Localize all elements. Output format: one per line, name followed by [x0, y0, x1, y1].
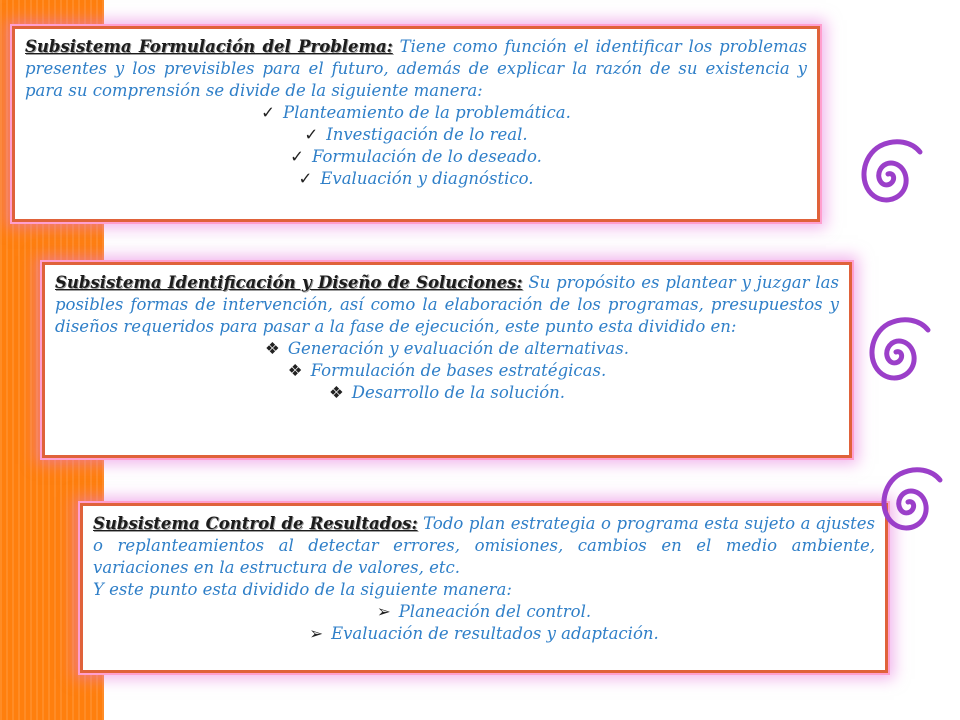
list-item: ❖ Desarrollo de la solución. — [328, 383, 566, 402]
section-card-formulacion — [12, 26, 820, 222]
arrowhead-bullet-icon: ➢ — [376, 602, 391, 621]
section-heading: Subsistema Control de Resultados: — [93, 514, 418, 533]
list-item: ✓ Formulación de lo deseado. — [290, 147, 542, 166]
purple-spiral-icon — [848, 112, 928, 232]
section-body: Todo plan estrategia o programa esta sujeto a ajustes o replanteamientos al detectar errores, omisiones, cambios en el medio ambiente, variaciones en la estructura de valores, etc. — [93, 514, 875, 577]
section-body: Tiene como función el identificar los problemas presentes y los previsibles para el futuro, además de explicar la razón de su existencia y para su comprensión se divide de la siguiente manera: — [25, 37, 808, 100]
checkmark-icon: ✓ — [304, 125, 319, 144]
arrowhead-bullet-icon: ➢ — [309, 624, 324, 643]
list-item: ✓ Investigación de lo real. — [304, 125, 528, 144]
list-item: ❖ Generación y evaluación de alternativas. — [265, 339, 629, 358]
list-item: ❖ Formulación de bases estratégicas. — [287, 361, 607, 380]
list-item: ✓ Evaluación y diagnóstico. — [298, 169, 534, 188]
diamond-bullet-icon: ❖ — [287, 361, 303, 380]
checkmark-icon: ✓ — [261, 103, 275, 122]
section-list — [25, 102, 807, 190]
section-body: Su propósito es plantear y juzgar las posibles formas de intervención, así como la elaboración de los programas, presupuestos y diseños requeridos para pasar a la fase de ejecución, este punto esta dividido en: — [55, 273, 839, 336]
section-card-control — [80, 503, 888, 673]
list-item: ➢ Planeación del control. — [376, 602, 592, 621]
purple-spiral-icon — [856, 290, 936, 410]
diamond-bullet-icon: ❖ — [328, 383, 344, 402]
checkmark-icon: ✓ — [298, 169, 313, 188]
list-item: ✓ Planteamiento de la problemática. — [261, 103, 571, 122]
section-list — [93, 601, 875, 645]
section-extra-line: Y este punto esta dividido de la siguiente manera: — [93, 580, 512, 599]
section-heading: Subsistema Formulación del Problema: — [25, 37, 393, 56]
section-heading: Subsistema Identificación y Diseño de Soluciones: — [55, 273, 523, 292]
section-paragraph — [25, 36, 807, 102]
section-card-identificacion — [42, 262, 852, 458]
section-paragraph — [55, 272, 839, 338]
purple-spiral-icon — [868, 440, 948, 560]
list-item: ➢ Evaluación de resultados y adaptación. — [309, 624, 659, 643]
section-paragraph — [93, 513, 875, 579]
section-list — [55, 338, 839, 404]
diamond-bullet-icon: ❖ — [265, 339, 280, 358]
checkmark-icon: ✓ — [290, 147, 304, 166]
